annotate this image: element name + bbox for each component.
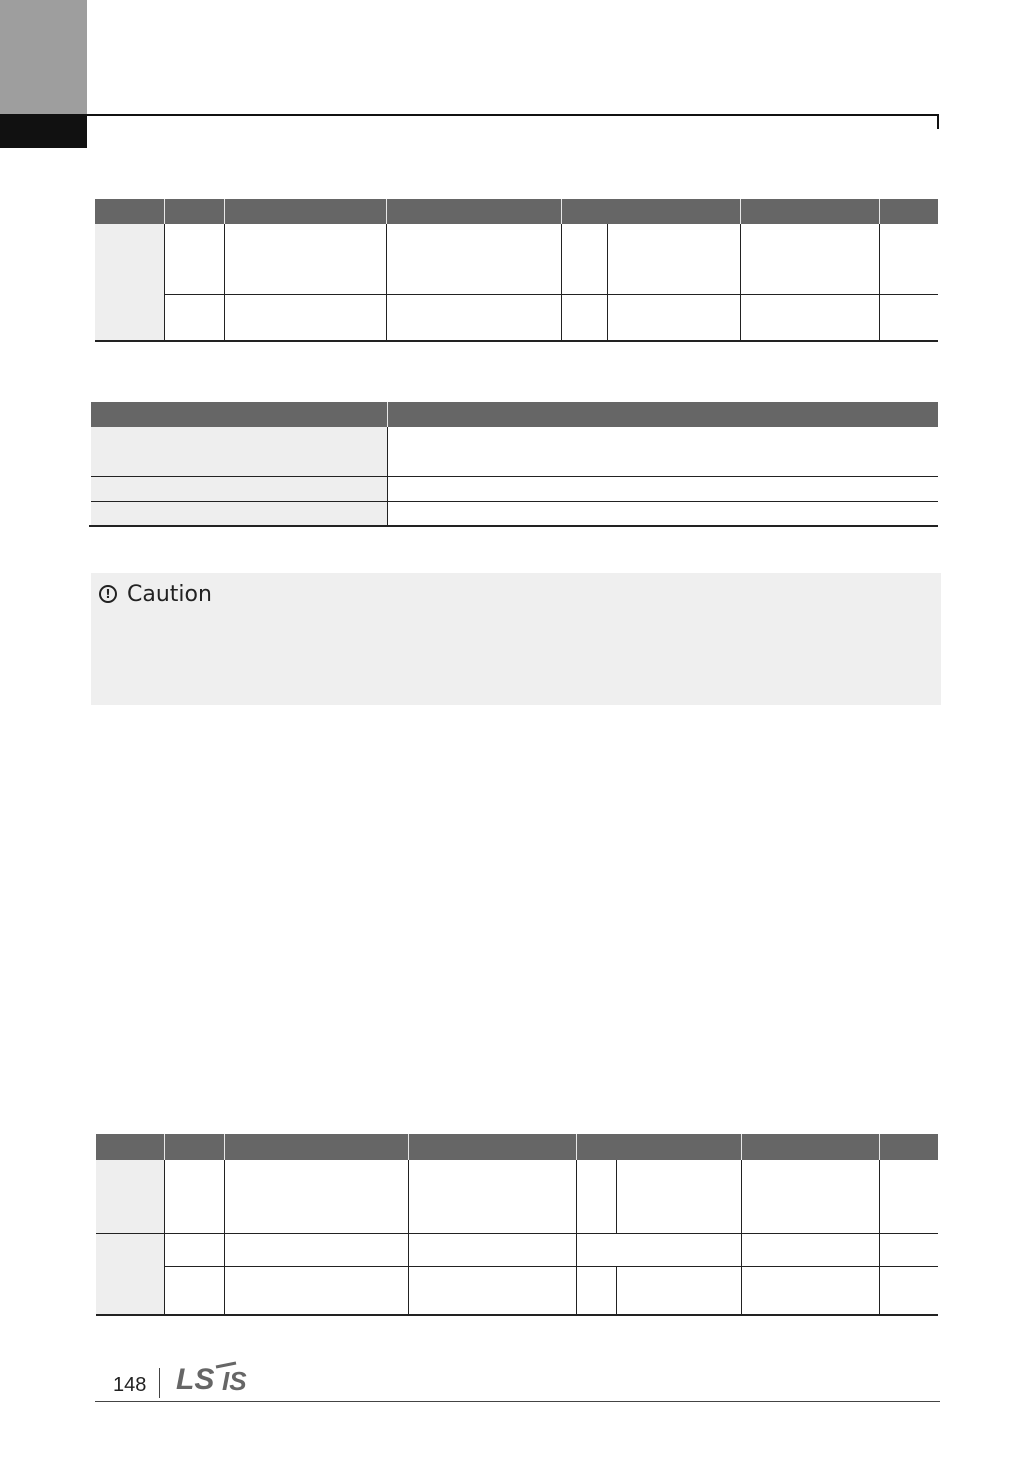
table-row-divider [91, 501, 938, 502]
footer-separator [159, 1368, 160, 1398]
svg-text:LS: LS [176, 1363, 215, 1393]
table-bottom-rule [95, 340, 938, 342]
caution-box [91, 573, 941, 705]
group-cell [95, 224, 164, 341]
group-cell [96, 1160, 164, 1233]
table-header-row [96, 1134, 938, 1160]
table-row-divider [164, 1266, 938, 1267]
table-row-divider [91, 476, 938, 477]
table-bottom-rule [96, 1314, 938, 1316]
table-header-row [95, 199, 938, 224]
page-number: 148 [113, 1374, 147, 1396]
group-cell [96, 1234, 164, 1315]
header-rule [87, 114, 939, 116]
table-bottom-rule [89, 525, 938, 527]
svg-text:IS: IS [222, 1366, 247, 1393]
table-row-divider [96, 1233, 938, 1234]
exclamation-circle-icon: ! [99, 585, 117, 603]
table-row-divider [164, 294, 938, 295]
chapter-tab-marker [0, 114, 87, 148]
caution-title: Caution [127, 582, 212, 607]
footer-rule [95, 1401, 940, 1402]
chapter-tab [0, 0, 87, 114]
lsis-logo [176, 1361, 260, 1393]
table-header-row [91, 402, 938, 427]
header-rule-tick [937, 114, 939, 129]
